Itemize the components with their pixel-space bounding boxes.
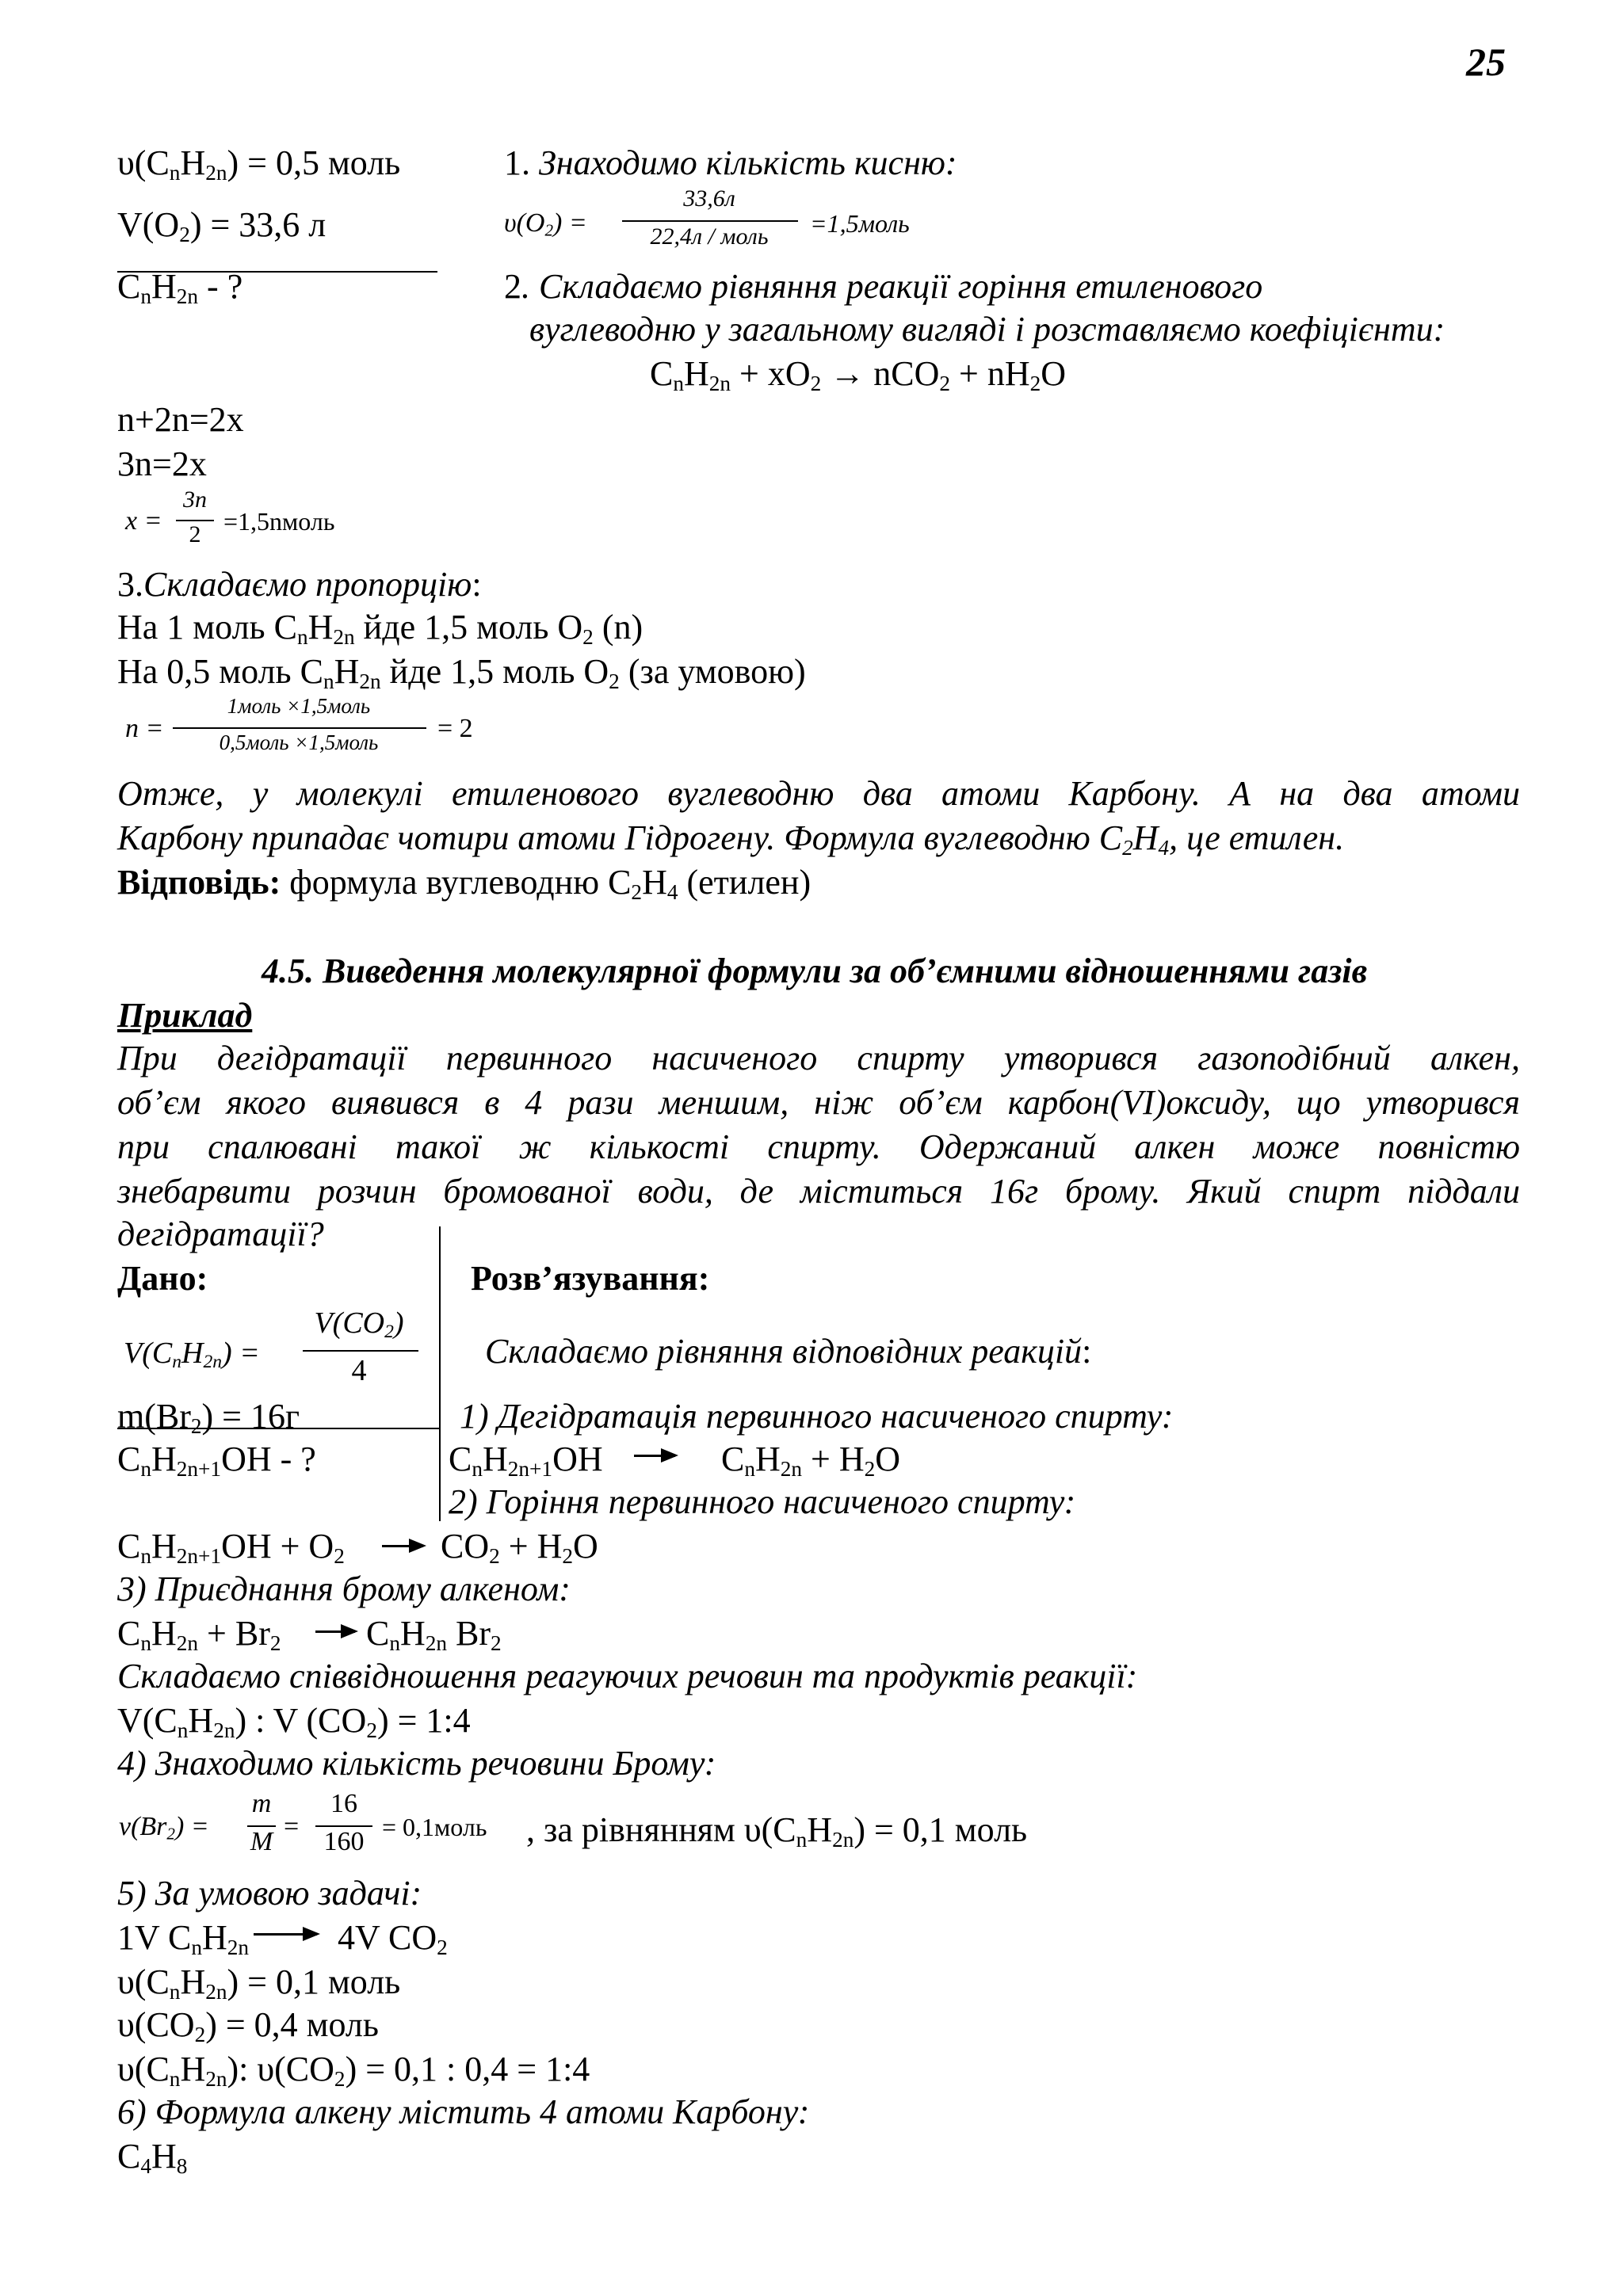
given2-find-alcohol: $C_nH_{2n+1}OH$ - ? [117,1440,316,1481]
v-numerator: $V(CO_2)$ [314,1306,404,1342]
frac1-rhs: =1,5моль [810,209,910,238]
task-line-1: При дегідратації первинного насиченого спирту утворився газоподібний алкен, [117,1039,1520,1077]
n-lhs: n = [125,714,164,743]
reaction1-lhs: $C_nH_{2n+1}OH$ [449,1440,603,1481]
amount-ratio-line: $\upsilon(C_nH_{2n})$: $\upsilon(CO_2) = 0,1$ : 0,4 = 1:4 [117,2050,590,2091]
ratio-line: $V(C_nH_{2n})$ : V $(CO_2)$ = 1:4 [117,1701,471,1742]
combustion-equation: $C_nH_{2n} + xO_2 \to nCO_2 + nH_2O$ [650,354,1067,395]
reaction2-lhs: $C_nH_{2n+1}OH + O_2$ [117,1527,345,1568]
final-formula: $C_4H_8$ [117,2137,188,2178]
br-equals: = [284,1812,300,1841]
solution2-label: Розв’язування: [471,1259,710,1298]
n-numerator: 1моль ×1,5моль [227,694,371,718]
x-denominator: 2 [189,521,201,547]
amount-co2-line: $\upsilon(CO_2) = 0,4$ моль [117,2005,379,2046]
n-denominator: 0,5моль ×1,5моль [219,730,379,754]
step2-heading-cont: вуглеводню у загальному вигляді і розставляємо коефіцієнти: [529,310,1445,349]
reaction5-title: 5) За умовою задачі: [117,1874,422,1913]
given-find-formula: $C_nH_{2n}$ - ? [117,267,243,308]
volume-line-lhs: 1V $C_nH_{2n}$ [117,1918,250,1959]
given-amount-alkene: $\upsilon(C_nH_{2n}) = 0,5$ моль [117,143,401,185]
calc-line-1: n+2n=2x [117,400,244,439]
reaction1-title: 1) Дегідратація первинного насиченого спирту: [460,1397,1174,1436]
volume-arrow [254,1933,317,1936]
given-volume-oxygen: $V(O_2) = 33,6$ л [117,205,327,246]
proportion-line-2: На 0,5 моль $C_nH_{2n}$ йде 1,5 моль $O_2$ (за умовою) [117,652,806,693]
reaction3-rhs: $C_nH_{2n}$ $Br_2$ [366,1614,502,1655]
n-bar [173,727,426,729]
step3-heading: 3.Складаємо пропорцію: [117,565,482,604]
frac1-lhs: $\upsilon(O_2)$ = [504,208,587,240]
reaction2-rhs: $CO_2 + H_2O$ [441,1527,598,1568]
task-line-2: об’єм якого виявився в 4 рази меншим, ніж об’єм карбон(VI)оксиду, що утворився [117,1083,1520,1122]
reaction1-arrow [634,1455,675,1457]
v-bar [303,1350,418,1352]
given2-bromine-mass: $m(Br_2) = 16г$ [117,1397,300,1438]
reaction1-rhs: $C_nH_{2n} + H_2O$ [721,1440,901,1481]
page-number: 25 [1466,40,1506,84]
task-line-5: дегідратації? [117,1215,324,1253]
bromine-by-equation: , за рівнянням $\upsilon(C_nH_{2n}) = 0,1$ моль [526,1810,1028,1852]
conclusion-line-1: Отже, у молекулі етиленового вуглеводню два атоми Карбону. А на два атоми [117,774,1520,813]
example-label: Приклад [117,996,253,1035]
step2-heading: 2. Складаємо рівняння реакції горіння етиленового [504,267,1263,306]
answer-line: Відповідь: формула вуглеводню $C_2H_4$ (етилен) [117,863,812,904]
x-rhs: =1,5nмоль [223,507,335,536]
frac1-numerator: 33,6л [683,185,735,212]
reaction2-arrow [382,1545,423,1547]
br-frac2-den: 160 [323,1827,365,1856]
proportion-line-1: На 1 моль $C_nH_{2n}$ йде 1,5 моль $O_2$ (n) [117,608,643,649]
v-lhs: $V(C_nH_{2n})$ = [124,1337,260,1372]
solution2-intro: Складаємо рівняння відповідних реакцій: [485,1332,1092,1371]
br-lhs: $\nu(Br_2)$ = [119,1812,209,1844]
frac1-bar [622,220,798,222]
reaction2-title: 2) Горіння первинного насиченого спирту: [449,1482,1076,1521]
step1-heading: 1. Знаходимо кількість кисню: [504,143,957,182]
br-rhs: = 0,1моль [382,1813,487,1841]
v-denominator: 4 [351,1354,367,1387]
x-lhs: x = [125,506,162,536]
br-frac1-den: M [250,1827,273,1856]
task-line-4: знебарвити розчин бромованої води, де міститься 16г брому. Який спирт піддали [117,1172,1520,1211]
br-frac1-num: m [251,1789,272,1818]
frac1-denominator: 22,4л / моль [650,223,769,250]
reaction6-title: 6) Формула алкену містить 4 атоми Карбону: [117,2092,810,2131]
x-numerator: 3n [183,486,207,513]
amount-alkene-line: $\upsilon(C_nH_{2n}) = 0,1$ моль [117,1962,401,2004]
given-vertical-divider [439,1226,441,1521]
calc-line-2: 3n=2x [117,444,207,483]
reaction3-lhs: $C_nH_{2n} + Br_2$ [117,1614,281,1655]
br-frac2-num: 16 [330,1789,357,1818]
section-heading: 4.5. Виведення молекулярної формули за об’ємними відношеннями газів [262,952,1368,990]
reaction3-arrow [315,1630,355,1633]
given2-label: Дано: [117,1259,208,1298]
task-line-3: при спалювані такої ж кількості спирту. Одержаний алкен може повністю [117,1127,1520,1166]
conclusion-line-2: Карбону припадає чотири атоми Гідрогену. Формула вуглеводню $C_2H_4$, це етилен. [117,818,1345,860]
volume-line-rhs: 4V $CO_2$ [338,1918,448,1959]
reaction3-title: 3) Приєднання брому алкеном: [117,1569,571,1608]
n-rhs: = 2 [437,714,473,743]
reaction4-title: 4) Знаходимо кількість речовини Брому: [117,1744,716,1783]
ratio-title: Складаємо співвідношення реагуючих речовин та продуктів реакції: [117,1657,1138,1695]
